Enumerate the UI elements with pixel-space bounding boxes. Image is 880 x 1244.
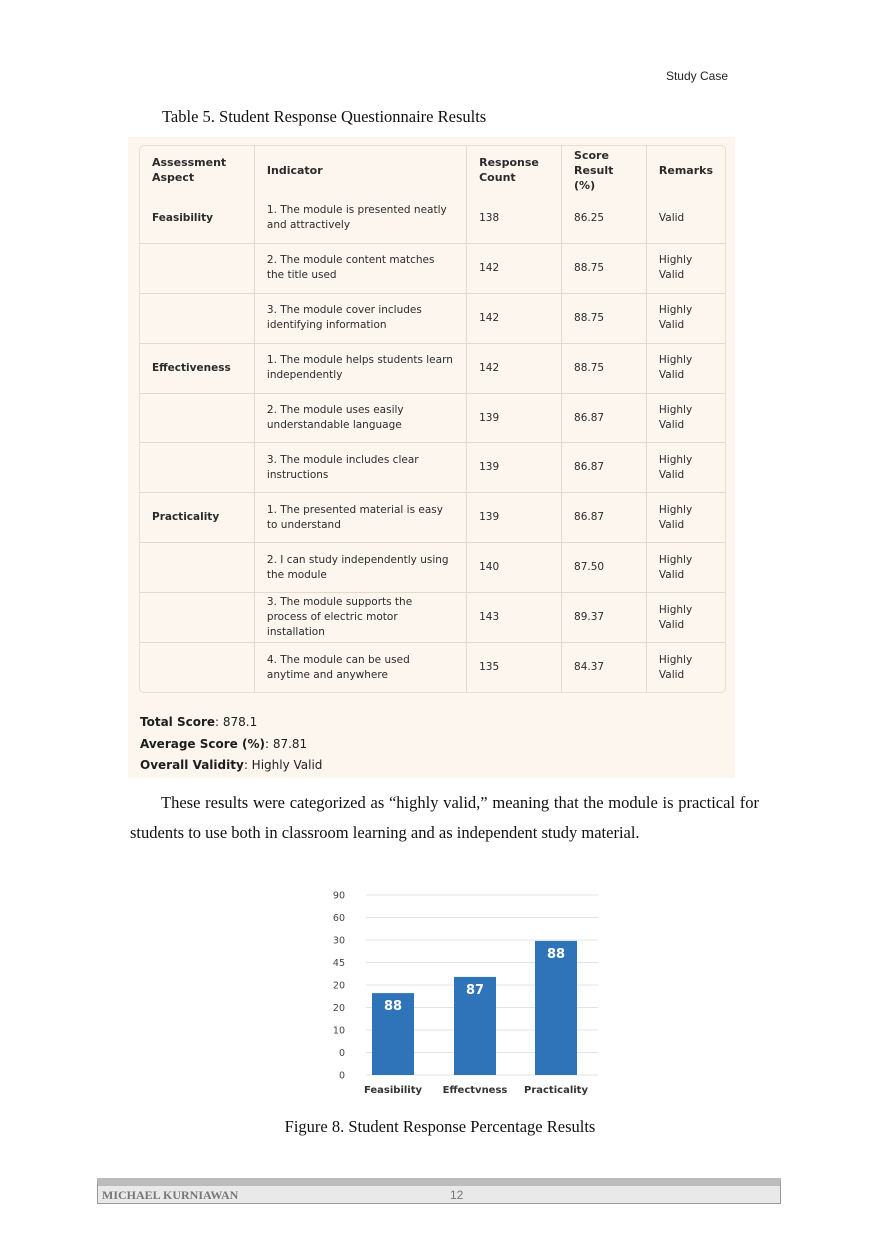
cell-aspect (140, 443, 254, 493)
cell-aspect (140, 543, 254, 593)
y-tick-label: 45 (332, 958, 345, 969)
cell-indicator: 3. The module includes clear instructions (254, 443, 466, 493)
figure-caption: Figure 8. Student Response Percentage Results (284, 1117, 596, 1136)
cell-aspect (140, 593, 254, 643)
y-tick-label: 90 (332, 890, 345, 902)
cell-count: 135 (467, 643, 562, 692)
cell-indicator: 2. The module content matches the title used (254, 243, 466, 293)
body-paragraph: These results were categorized as “highly valid,” meaning that the module is practical for students to use both in classroom learning and as independent study material. (130, 793, 759, 842)
cell-count: 139 (467, 443, 562, 493)
cell-count: 143 (467, 593, 562, 643)
cell-count: 142 (467, 243, 562, 293)
y-tick-label: 60 (332, 913, 345, 924)
cell-count: 138 (467, 194, 562, 243)
y-tick-label: 0 (338, 1048, 345, 1059)
y-tick-label: 0 (338, 1070, 345, 1082)
cell-count: 142 (467, 343, 562, 393)
total-score-line: Total Score: 878.1 (140, 715, 258, 729)
header-indicator: Indicator (254, 146, 466, 194)
table-row (140, 393, 725, 443)
cell-remarks: Highly Valid (646, 543, 725, 593)
table-figure (128, 137, 735, 778)
average-score-line: Average Score (%): 87.81 (140, 736, 308, 751)
cell-aspect: Effectiveness (140, 343, 254, 393)
cell-count: 142 (467, 293, 562, 343)
table-header-row (140, 146, 725, 194)
cell-score: 89.37 (562, 593, 647, 643)
average-score-value: 87.81 (272, 736, 308, 751)
cell-aspect (140, 243, 254, 293)
cell-remarks: Highly Valid (646, 243, 725, 293)
cell-score: 86.87 (562, 443, 647, 493)
overall-validity-value: Highly Valid (251, 758, 323, 772)
cell-indicator: 1. The module is presented neatly and attractively (254, 194, 466, 243)
cell-indicator: 1. The module helps students learn independently (254, 343, 466, 393)
table-row (140, 493, 725, 543)
cell-remarks: Valid (646, 194, 725, 243)
table-caption: Table 5. Student Response Questionnaire Results (162, 107, 487, 126)
bar-value-label: 87 (465, 982, 485, 998)
y-tick-label: 30 (332, 935, 345, 947)
running-title: Study Case (665, 69, 728, 83)
table-row (140, 243, 725, 293)
table-row (140, 593, 725, 643)
cell-remarks: Highly Valid (646, 443, 725, 493)
cell-count: 139 (467, 493, 562, 543)
bar-value-label: 88 (383, 999, 403, 1015)
cell-remarks: Highly Valid (646, 493, 725, 543)
cell-count: 140 (467, 543, 562, 593)
cell-remarks: Highly Valid (646, 593, 725, 643)
cell-indicator: 3. The module cover includes identifying information (254, 293, 466, 343)
cell-aspect (140, 393, 254, 443)
cell-indicator: 4. The module can be used anytime and anywhere (254, 643, 466, 692)
total-score-value: 878.1 (222, 715, 258, 729)
cell-indicator: 1. The presented material is easy to understand (254, 493, 466, 543)
cell-aspect: Practicality (140, 493, 254, 543)
cell-indicator: 2. I can study independently using the module (254, 543, 466, 593)
cell-score: 87.50 (562, 543, 647, 593)
table-row (140, 293, 725, 343)
bar-chart-svg (330, 884, 600, 1102)
bar-chart (330, 884, 600, 1102)
overall-validity-line: Overall Validity: Highly Valid (140, 758, 323, 772)
table-row (140, 443, 725, 493)
header-count: Response Count (467, 146, 562, 194)
cell-score: 86.87 (562, 493, 647, 543)
cell-indicator: 2. The module uses easily understandable language (254, 393, 466, 443)
table-row (140, 643, 725, 692)
average-score-label: Average Score (%) (140, 736, 265, 751)
bar-value-label: 88 (546, 946, 566, 962)
cell-score: 86.25 (562, 194, 647, 243)
cell-remarks: Highly Valid (646, 293, 725, 343)
page-footer (97, 1178, 781, 1204)
y-tick-label: 20 (332, 1003, 345, 1014)
cell-indicator: 3. The module supports the process of electric motor installation (254, 593, 466, 643)
y-tick-label: 10 (332, 1025, 345, 1037)
cell-remarks: Highly Valid (646, 393, 725, 443)
header-remarks: Remarks (646, 146, 725, 194)
results-table-container (139, 145, 726, 693)
cell-remarks: Highly Valid (646, 343, 725, 393)
cell-score: 86.87 (562, 393, 647, 443)
results-table (140, 146, 725, 692)
table-row (140, 343, 725, 393)
y-tick-label: 20 (332, 980, 345, 992)
table-summary (140, 712, 322, 777)
cell-score: 88.75 (562, 243, 647, 293)
cell-score: 84.37 (562, 643, 647, 692)
footer-author: MICHAEL KURNIAWAN (102, 1188, 239, 1202)
cell-remarks: Highly Valid (646, 643, 725, 692)
cell-aspect: Feasibility (140, 194, 254, 243)
cell-aspect (140, 293, 254, 343)
page-number: 12 (450, 1188, 464, 1202)
cell-score: 88.75 (562, 293, 647, 343)
cell-score: 88.75 (562, 343, 647, 393)
x-category-label: Feasibility (363, 1085, 423, 1096)
table-row (140, 194, 725, 243)
header-aspect: Assessment Aspect (140, 146, 254, 194)
table-row (140, 543, 725, 593)
cell-aspect (140, 643, 254, 692)
header-score: Score Result (%) (562, 146, 647, 194)
x-category-label: Practicality (524, 1085, 588, 1096)
x-category-label: Effectvness (442, 1085, 508, 1096)
overall-validity-label: Overall Validity (140, 758, 244, 772)
total-score-label: Total Score (140, 715, 216, 729)
cell-count: 139 (467, 393, 562, 443)
